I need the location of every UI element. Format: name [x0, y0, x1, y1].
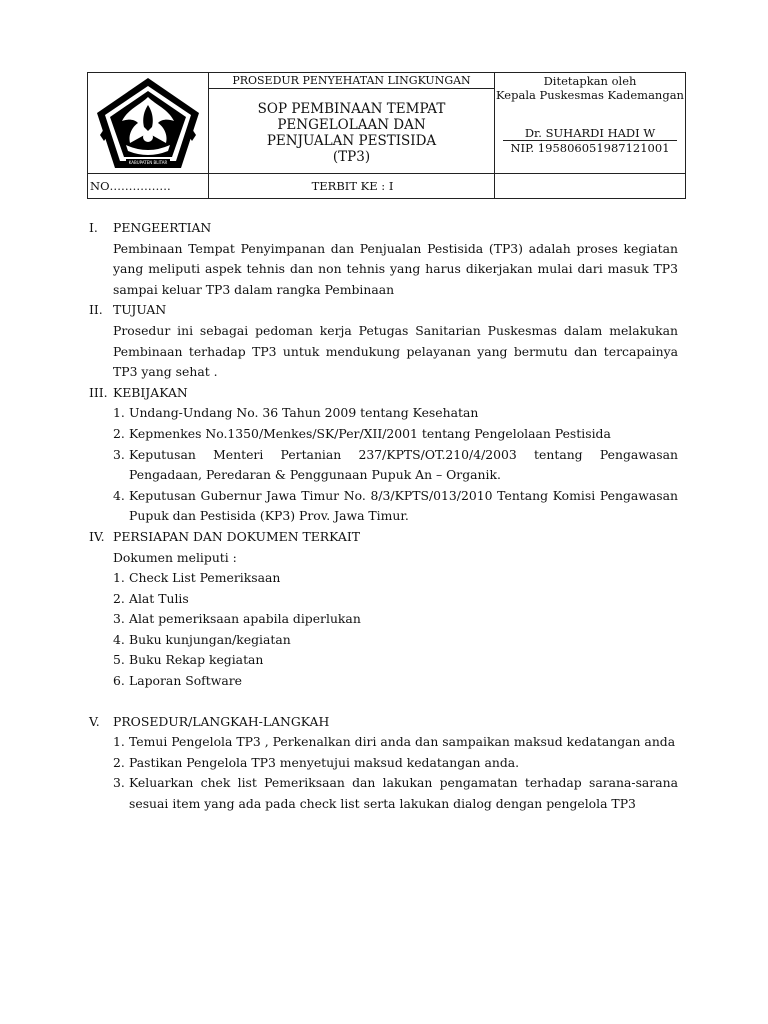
list-item [113, 445, 678, 486]
section-number: V. [89, 713, 100, 729]
list-item [113, 753, 678, 774]
item-number: 4. [113, 631, 125, 647]
procedure-type: PROSEDUR PENYEHATAN LINGKUNGAN [209, 73, 494, 89]
section-title: TUJUAN [113, 302, 167, 318]
issue-cell: TERBIT KE : I [209, 174, 495, 199]
list-item [113, 609, 678, 630]
section-title: PERSIAPAN DAN DOKUMEN TERKAIT [113, 528, 360, 544]
item-text: Keluarkan chek list Pemeriksaan dan lakukan pengamatan terhadap sarana-sarana sesuai item yang ada pada check list serta lakukan dialog dengan pengelola TP3 [129, 775, 678, 812]
list-item [113, 650, 678, 671]
empty-cell [495, 174, 686, 199]
logo-cell [88, 73, 209, 174]
logo-caption: KABUPATEN BLITAR [128, 160, 168, 165]
item-text: Kepmenkes No.1350/Menkes/SK/Per/XII/2001 tentang Pengelolaan Pestisida [129, 425, 611, 441]
list-item [113, 630, 678, 651]
set-by-position: Kepala Puskesmas Kademangan [496, 88, 684, 102]
item-number: 1. [113, 570, 125, 586]
section-title: KEBIJAKAN [113, 384, 188, 400]
header-table [87, 72, 686, 199]
official-nip: NIP. 195806051987121001 [510, 141, 670, 155]
sop-title-line: PENGELOLAAN DAN [277, 117, 426, 133]
kabupaten-blitar-logo [92, 75, 204, 171]
item-number: 5. [113, 652, 125, 668]
section-paragraph: Prosedur ini sebagai pedoman kerja Petugas Sanitarian Puskesmas dalam melakukan Pembinaan terhadap TP3 untuk mendukung pelayanan yang bermutu dan tercapainya TP3 yang sehat . [113, 322, 678, 380]
list-item [113, 568, 678, 589]
title-cell [209, 73, 495, 174]
list-item [113, 589, 678, 610]
item-number: 2. [113, 590, 125, 606]
item-number: 3. [113, 446, 125, 462]
section-paragraph: Pembinaan Tempat Penyimpanan dan Penjualan Pestisida (TP3) adalah proses kegiatan yang meliputi aspek tehnis dan non tehnis yang harus dikerjakan mulai dari masuk TP3 sampai keluar TP3 dalam rangka Pembinaan [113, 240, 678, 297]
item-number: 1. [113, 734, 125, 750]
list-item [113, 486, 678, 527]
item-number: 3. [113, 775, 125, 791]
item-text: Pastikan Pengelola TP3 menyetujui maksud kedatangan anda. [129, 754, 520, 770]
item-text: Undang-Undang No. 36 Tahun 2009 tentang Kesehatan [129, 405, 479, 421]
list-item [113, 773, 678, 814]
item-number: 1. [113, 405, 125, 421]
section-number: II. [89, 302, 103, 318]
sop-title-line: PENJUALAN PESTISIDA [266, 133, 437, 149]
number-cell: NO……………. [88, 174, 209, 199]
item-number: 6. [113, 673, 125, 689]
section-number: IV. [89, 528, 105, 544]
section-heading [89, 527, 678, 548]
section-number: I. [89, 220, 98, 235]
section-heading [89, 712, 678, 733]
section-title: PROSEDUR/LANGKAH-LANGKAH [113, 713, 330, 729]
item-text: Temui Pengelola TP3 , Perkenalkan diri anda dan sampaikan maksud kedatangan anda [129, 734, 676, 750]
official-name: Dr. SUHARDI HADI W [503, 126, 677, 141]
item-text: Check List Pemeriksaan [129, 570, 281, 586]
list-item [113, 671, 678, 692]
item-text: Keputusan Gubernur Jawa Timur No. 8/3/KPTS/013/2010 Tentang Komisi Pengawasan Pupuk dan Pestisida (KP3) Prov. Jawa Timur. [129, 487, 678, 524]
item-text: Alat pemeriksaan apabila diperlukan [129, 611, 361, 627]
item-text: Alat Tulis [129, 590, 189, 606]
set-by-label: Ditetapkan oleh [543, 74, 637, 88]
item-text: Laporan Software [129, 673, 242, 689]
document-list [89, 568, 678, 692]
list-item [113, 424, 678, 445]
item-text: Buku kunjungan/kegiatan [129, 631, 291, 647]
section-number: III. [89, 384, 108, 400]
item-number: 3. [113, 611, 125, 627]
section-title: PENGEERTIAN [113, 220, 212, 235]
list-item [113, 732, 678, 753]
sop-title [209, 89, 494, 165]
policy-list [89, 403, 678, 527]
section-heading [89, 300, 678, 321]
sop-title-line: SOP PEMBINAAN TEMPAT [257, 101, 446, 117]
item-text: Buku Rekap kegiatan [129, 652, 264, 668]
section-heading [89, 218, 678, 239]
section-intro: Dokumen meliputi : [113, 549, 237, 565]
item-number: 4. [113, 487, 125, 503]
spacer [89, 692, 678, 712]
sop-title-line: (TP3) [332, 149, 371, 165]
item-text: Keputusan Menteri Pertanian 237/KPTS/OT.210/4/2003 tentang Pengawasan Pengadaan, Peredaran & Penggunaan Pupuk An – Organik. [129, 446, 678, 483]
section-heading [89, 383, 678, 404]
document-body [89, 218, 678, 815]
item-number: 2. [113, 754, 125, 770]
item-number: 2. [113, 425, 125, 441]
list-item [113, 403, 678, 424]
procedure-list [89, 732, 678, 814]
approval-cell [495, 73, 686, 174]
